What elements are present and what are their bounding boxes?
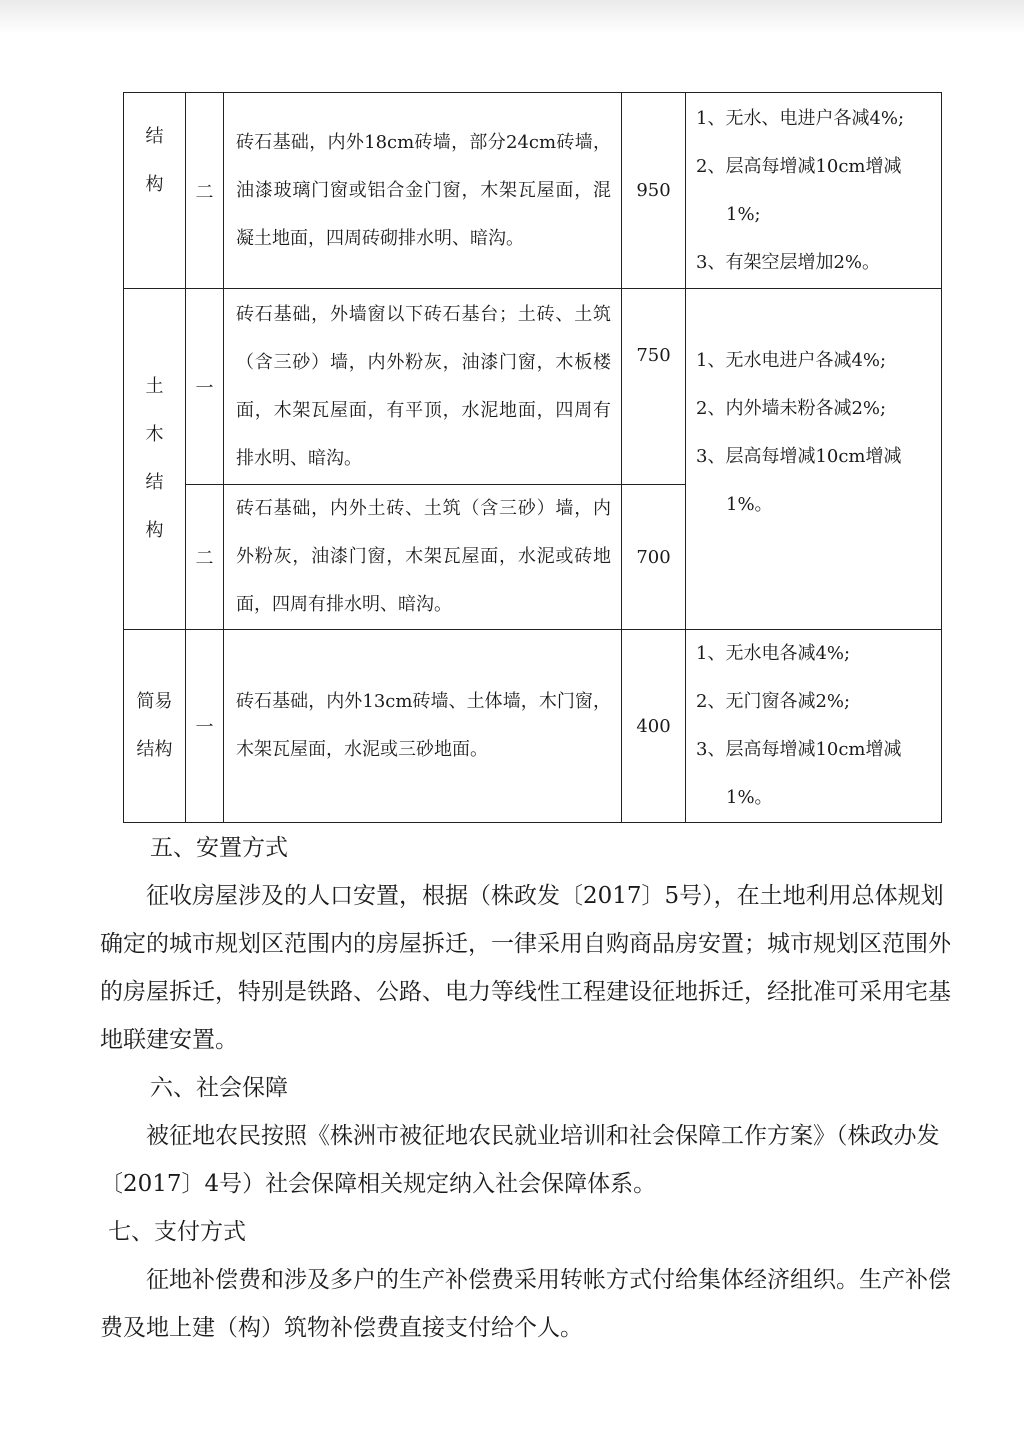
- note-line: 3、层高每增减10cm增减: [696, 446, 902, 467]
- structure-type-cell: [124, 289, 186, 630]
- table-row: [124, 630, 942, 823]
- description-cell: [224, 630, 622, 823]
- paragraph-text: 被征地农民按照《株洲市被征地农民就业培训和社会保障工作方案》（株政办发〔2017〕4号）社会保障相关规定纳入社会保障体系。: [100, 1123, 940, 1197]
- section-paragraph: [100, 1256, 962, 1352]
- note-line: 1%。: [726, 787, 773, 808]
- table-row: [124, 289, 942, 485]
- description-cell: [224, 93, 622, 289]
- note-line: 3、有架空层增加2%。: [696, 251, 881, 273]
- note-line: 1%。: [726, 494, 773, 515]
- structure-type-char: 结构: [136, 739, 173, 760]
- grade-cell: 一: [186, 289, 224, 485]
- section-heading: 五、安置方式: [150, 835, 288, 861]
- section-heading: 七、支付方式: [108, 1219, 246, 1245]
- structure-type-cell: [124, 93, 186, 289]
- structure-type-char: 构: [145, 173, 164, 195]
- notes-cell: [686, 289, 942, 630]
- note-line: 1、无水电各减4%;: [696, 643, 851, 664]
- notes-cell: [686, 630, 942, 823]
- paragraph-text: 征地补偿费和涉及多户的生产补偿费采用转帐方式付给集体经济组织。生产补偿费及地上建（构）筑物补偿费直接支付给个人。: [100, 1267, 951, 1341]
- price-cell: 750: [622, 289, 686, 485]
- table-row: [124, 93, 942, 289]
- notes-cell: [686, 93, 942, 289]
- description-text: 砖石基础，内外13cm砖墙、土体墙，木门窗，木架瓦屋面，水泥或三砂地面。: [236, 691, 611, 760]
- note-line: 1、无水电进户各减4%;: [696, 350, 887, 371]
- description-cell: [224, 485, 622, 630]
- structure-type-char: 木: [145, 424, 164, 445]
- structure-type-char: 土: [145, 376, 164, 397]
- section-paragraph: [100, 1112, 962, 1208]
- price-cell: 400: [622, 630, 686, 823]
- note-line: 2、层高每增减10cm增减: [696, 155, 902, 177]
- note-line: 1、无水、电进户各减4%;: [696, 107, 905, 129]
- structure-type-char: 构: [145, 520, 164, 541]
- note-line: 2、无门窗各减2%;: [696, 691, 851, 712]
- structure-type-char: 结: [145, 472, 164, 493]
- grade-cell: 二: [186, 93, 224, 289]
- structure-type-cell: [124, 630, 186, 823]
- price-cell: 950: [622, 93, 686, 289]
- scan-top-band: [0, 0, 1024, 34]
- structure-type-char: 结: [145, 125, 164, 147]
- description-text: 砖石基础，内外土砖、土筑（含三砂）墙，内外粉灰，油漆门窗，木架瓦屋面，水泥或砖地面，四周有排水明、暗沟。: [236, 498, 611, 615]
- section-paragraph: [100, 872, 962, 1064]
- description-cell: [224, 289, 622, 485]
- note-line: 1%;: [726, 203, 761, 225]
- grade-cell: 一: [186, 630, 224, 823]
- compensation-standard-table: [123, 92, 942, 823]
- description-text: 砖石基础，内外18cm砖墙，部分24cm砖墙，油漆玻璃门窗或铝合金门窗，木架瓦屋面，混凝土地面，四周砖砌排水明、暗沟。: [236, 131, 611, 249]
- structure-type-char: 简易: [136, 691, 173, 712]
- grade-cell: 二: [186, 485, 224, 630]
- note-line: 2、内外墙未粉各减2%;: [696, 398, 887, 419]
- section-heading: 六、社会保障: [150, 1075, 288, 1101]
- paragraph-text: 征收房屋涉及的人口安置，根据（株政发〔2017〕5号），在土地利用总体规划确定的城市规划区范围内的房屋拆迁，一律采用自购商品房安置；城市规划区范围外的房屋拆迁，特别是铁路、公路、电力等线性工程建设征地拆迁，经批准可采用宅基地联建安置。: [100, 883, 951, 1053]
- price-cell: 700: [622, 485, 686, 630]
- description-text: 砖石基础，外墙窗以下砖石基台；土砖、土筑（含三砂）墙，内外粉灰，油漆门窗，木板楼面，木架瓦屋面，有平顶，水泥地面，四周有排水明、暗沟。: [236, 303, 611, 469]
- note-line: 3、层高每增减10cm增减: [696, 739, 902, 760]
